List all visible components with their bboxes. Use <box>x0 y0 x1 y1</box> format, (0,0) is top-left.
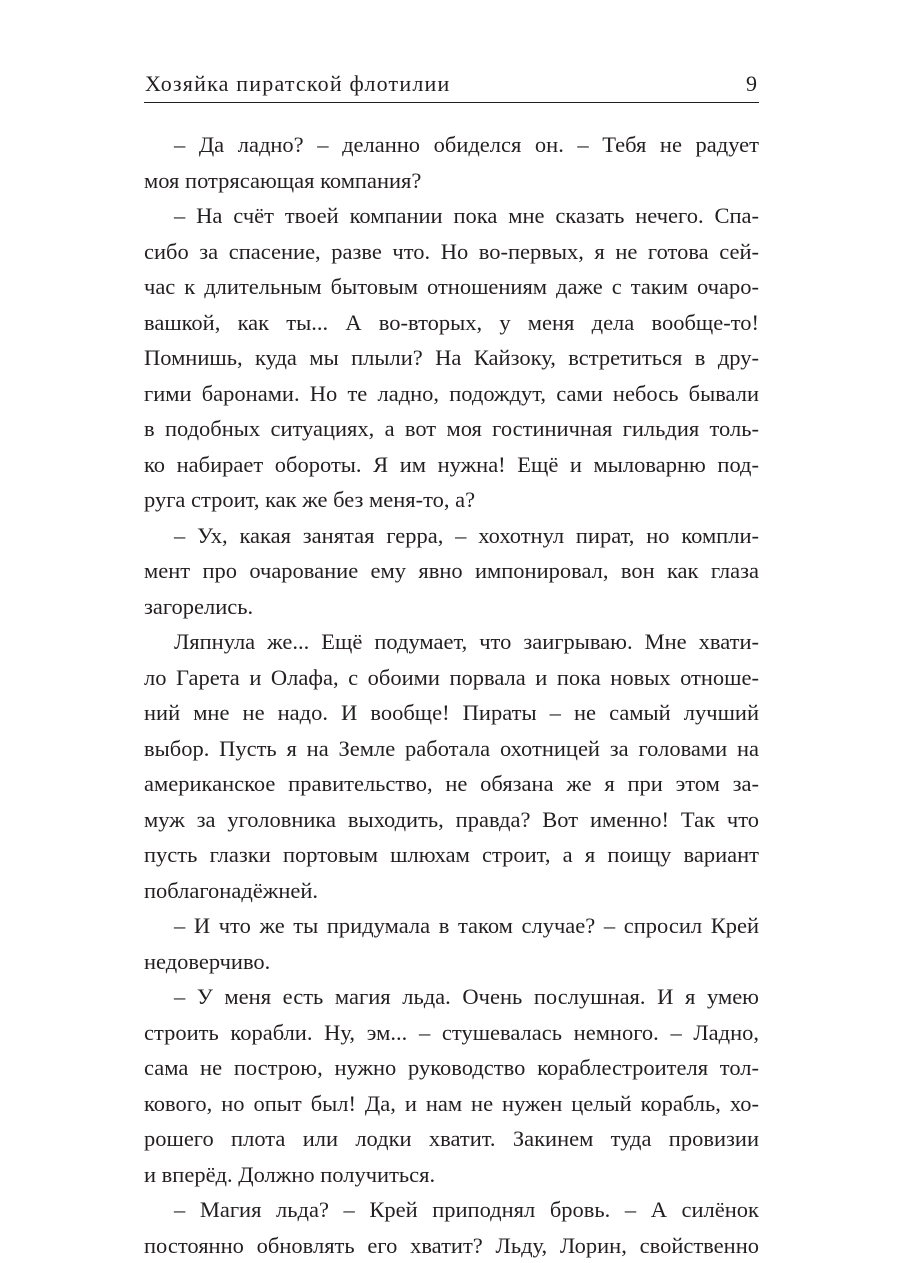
text-line: загорелись. <box>144 589 759 625</box>
text-line: ко набирает обороты. Я им нужна! Ещё и мыловарню под- <box>144 447 759 483</box>
text-line: строить корабли. Ну, эм... – стушевалась немного. – Ладно, <box>144 1015 759 1051</box>
text-line: в подобных ситуациях, а вот моя гостиничная гильдия толь- <box>144 411 759 447</box>
text-line: сибо за спасение, разве что. Но во-первых, я не готова сей- <box>144 234 759 270</box>
running-title: Хозяйка пиратской флотилии <box>145 70 450 98</box>
body-text <box>144 127 759 1263</box>
text-line: – И что же ты придумала в таком случае? – спросил Крей <box>144 908 759 944</box>
text-line: Ляпнула же... Ещё подумает, что заигрываю. Мне хвати- <box>144 624 759 660</box>
text-line: недоверчиво. <box>144 944 759 980</box>
running-header <box>144 66 759 103</box>
text-line: ний мне не надо. И вообще! Пираты – не самый лучший <box>144 695 759 731</box>
text-line: – На счёт твоей компании пока мне сказать нечего. Спа- <box>144 198 759 234</box>
text-line: гими баронами. Но те ладно, подождут, сами небось бывали <box>144 376 759 412</box>
text-line: сама не построю, нужно руководство кораблестроителя тол- <box>144 1050 759 1086</box>
text-line: час к длительным бытовым отношениям даже с таким очаро- <box>144 269 759 305</box>
text-line: – Ух, какая занятая герра, – хохотнул пират, но компли- <box>144 518 759 554</box>
text-line: и вперёд. Должно получиться. <box>144 1157 759 1193</box>
text-line: ло Гарета и Олафа, с обоими порвала и пока новых отноше- <box>144 660 759 696</box>
text-line: поблагонадёжней. <box>144 873 759 909</box>
text-line: – Магия льда? – Крей приподнял бровь. – А силёнок <box>144 1192 759 1228</box>
text-line: Помнишь, куда мы плыли? На Кайзоку, встретиться в дру- <box>144 340 759 376</box>
text-line: пусть глазки портовым шлюхам строит, а я поищу вариант <box>144 837 759 873</box>
text-line: вашкой, как ты... А во-вторых, у меня дела вообще-то! <box>144 305 759 341</box>
page-number: 9 <box>746 70 757 98</box>
text-line: постоянно обновлять его хватит? Льду, Лорин, свойственно <box>144 1228 759 1263</box>
text-line: выбор. Пусть я на Земле работала охотницей за головами на <box>144 731 759 767</box>
text-line: руга строит, как же без меня-то, а? <box>144 482 759 518</box>
text-line: мент про очарование ему явно импонировал, вон как глаза <box>144 553 759 589</box>
text-line: – Да ладно? – деланно обиделся он. – Тебя не радует <box>144 127 759 163</box>
text-line: рошего плота или лодки хватит. Закинем туда провизии <box>144 1121 759 1157</box>
text-line: – У меня есть магия льда. Очень послушная. И я умею <box>144 979 759 1015</box>
text-line: кового, но опыт был! Да, и нам не нужен целый корабль, хо- <box>144 1086 759 1122</box>
text-line: муж за уголовника выходить, правда? Вот именно! Так что <box>144 802 759 838</box>
text-line: американское правительство, не обязана же я при этом за- <box>144 766 759 802</box>
text-line: моя потрясающая компания? <box>144 163 759 199</box>
